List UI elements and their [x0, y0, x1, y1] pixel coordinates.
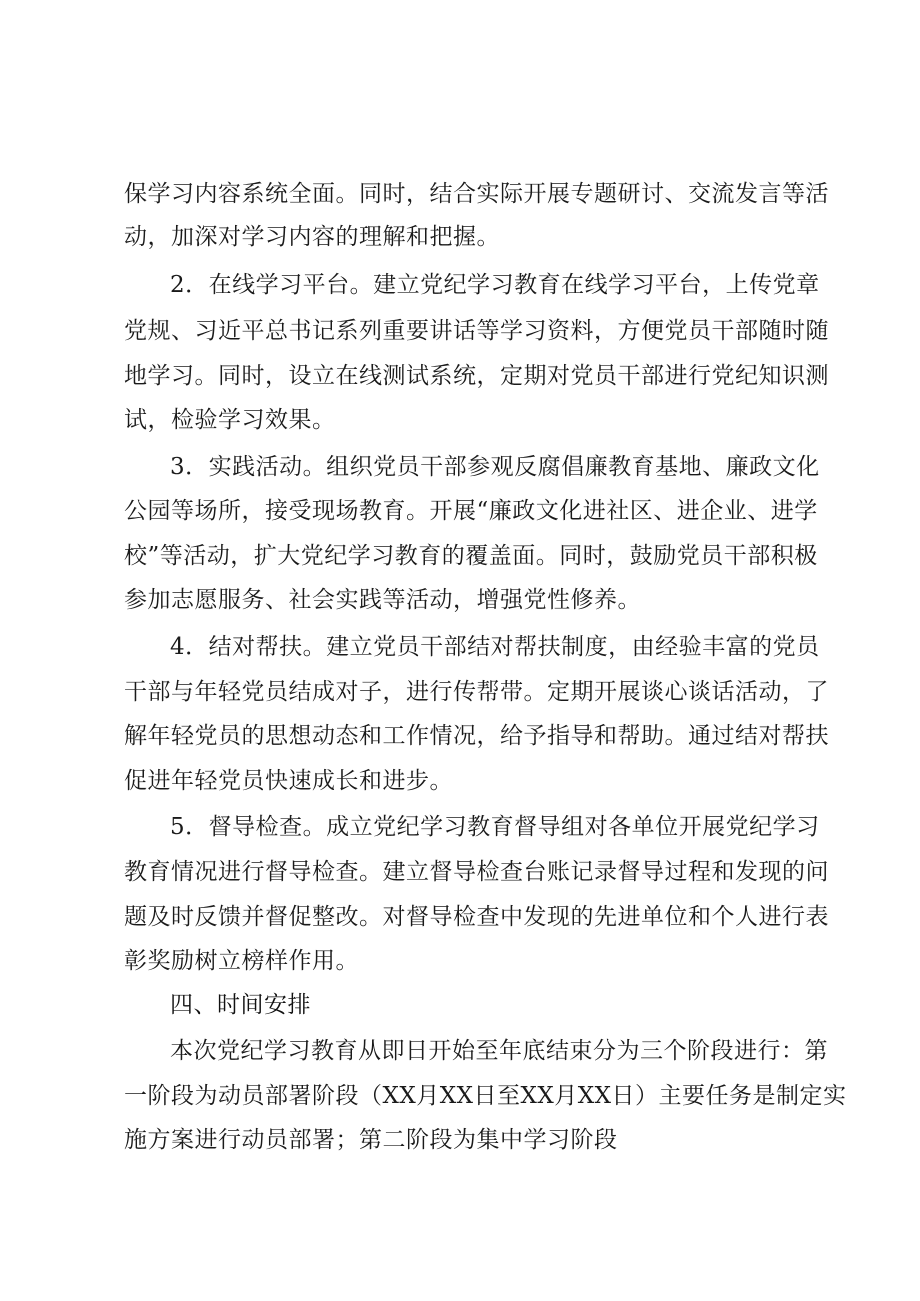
text-line: 促进年轻党员快速成长和进步。 [124, 768, 453, 794]
text-line: 一阶段为动员部署阶段（XX月XX日至XX月XX日）主要任务是制定实 [124, 1083, 847, 1109]
text-line: 试，检验学习效果。 [124, 407, 336, 433]
text-line: 党规、习近平总书记系列重要讲话等学习资料，方便党员干部随时随 [124, 318, 829, 344]
text-line: 教育情况进行督导检查。建立督导检查台账记录督导过程和发现的问 [124, 859, 829, 885]
text-line: 干部与年轻党员结成对子，进行传帮带。定期开展谈心谈话活动，了 [124, 679, 829, 705]
text-line: 保学习内容系统全面。同时，结合实际开展专题研讨、交流发言等活 [124, 181, 829, 207]
section-heading: 四、时间安排 [170, 992, 311, 1018]
text-line: 解年轻党员的思想动态和工作情况，给予指导和帮助。通过结对帮扶 [124, 723, 829, 749]
text-line: 公园等场所，接受现场教育。开展“廉政文化进社区、进企业、进学 [124, 498, 818, 524]
text-line: 动，加深对学习内容的理解和把握。 [124, 224, 500, 250]
text-line: 3．实践活动。组织党员干部参观反腐倡廉教育基地、廉政文化 [170, 454, 820, 480]
text-line: 本次党纪学习教育从即日开始至年底结束分为三个阶段进行：第 [170, 1038, 828, 1064]
text-line: 彰奖励树立榜样作用。 [124, 948, 359, 974]
text-line: 题及时反馈并督促整改。对督导检查中发现的先进单位和个人进行表 [124, 904, 829, 930]
text-line: 4．结对帮扶。建立党员干部结对帮扶制度，由经验丰富的党员 [170, 634, 820, 660]
text-line: 地学习。同时，设立在线测试系统，定期对党员干部进行党纪知识测 [124, 363, 829, 389]
text-line: 5．督导检查。成立党纪学习教育督导组对各单位开展党纪学习 [170, 814, 820, 840]
text-line: 参加志愿服务、社会实践等活动，增强党性修养。 [124, 587, 641, 613]
text-line: 施方案进行动员部署；第二阶段为集中学习阶段 [124, 1127, 618, 1153]
text-line: 2．在线学习平台。建立党纪学习教育在线学习平台，上传党章 [170, 272, 820, 298]
text-line: 校”等活动，扩大党纪学习教育的覆盖面。同时，鼓励党员干部积极 [124, 543, 818, 569]
